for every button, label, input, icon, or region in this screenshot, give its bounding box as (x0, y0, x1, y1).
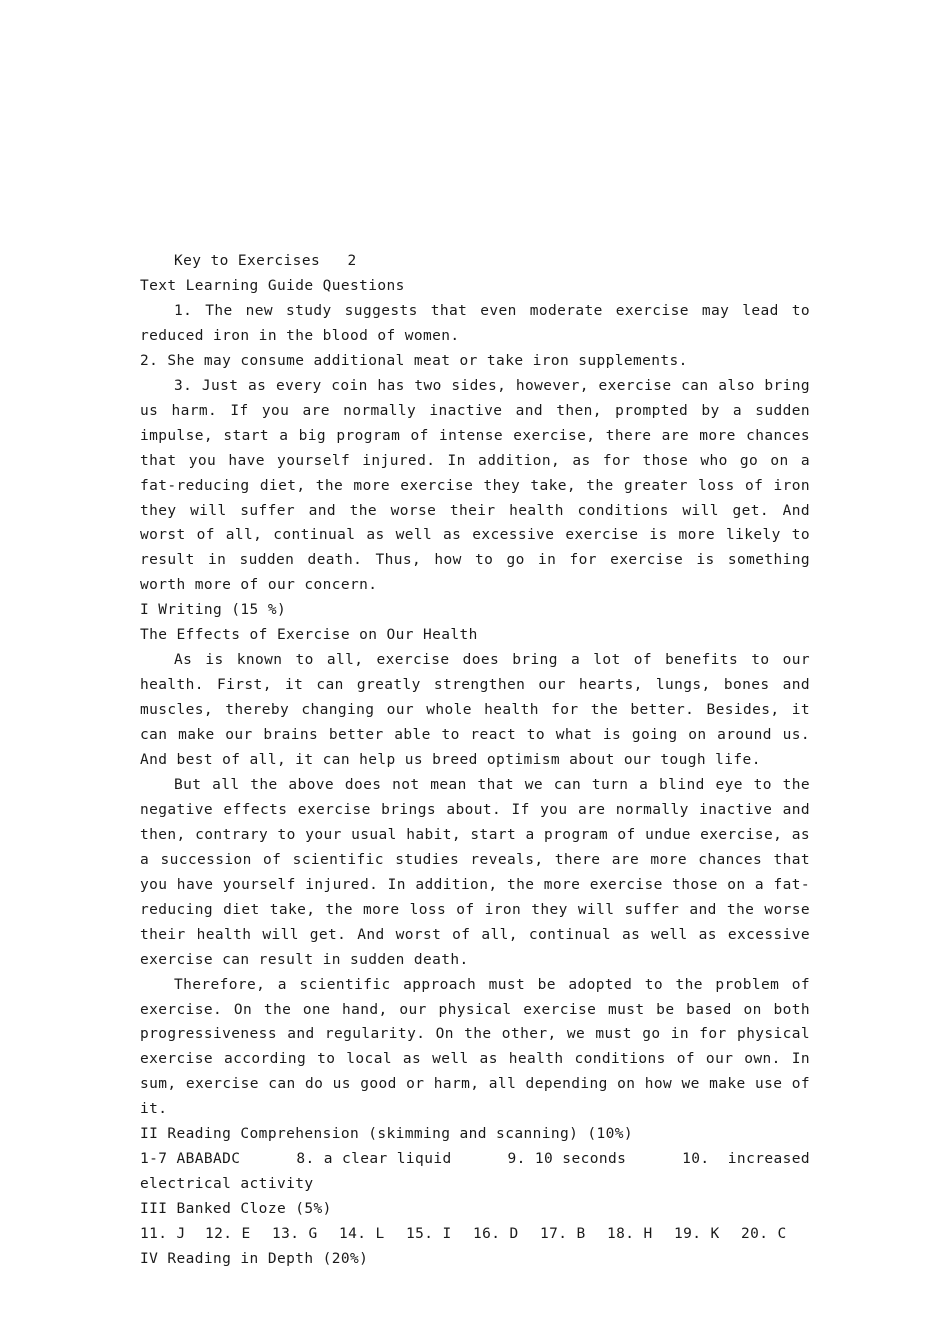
cloze-answer: 11. J (140, 1226, 186, 1243)
essay-paragraph-3: Therefore, a scientific approach must be adopted to the problem of exercise. On the one hand, our physical exercise must be based on both progressiveness and regularity. On the other, we must go in for physical exercise according to local as well as health conditions of our own. In sum, exercise can do us good or harm, all depending on how we make use of it. (140, 976, 810, 1118)
essay-paragraph-2: But all the above does not mean that we can turn a blind eye to the negative effects exercise brings about. If you are normally inactive and then, contrary to your usual habit, start a program of undue exercise, as a succession of scientific studies reveals, there are more chances that you have yourself injured. In addition, the more exercise those on a fat-reducing diet take, the more loss of iron they will suffer and the worse their health will get. And worst of all, continual as well as excessive exercise can result in sudden death. (140, 776, 810, 968)
answer-8: 8. a clear liquid (296, 1151, 452, 1168)
answer-9: 9. 10 seconds (507, 1151, 627, 1168)
writing-heading: I Writing (15 %) (140, 602, 287, 619)
question-3: 3. Just as every coin has two sides, however, exercise can also bring us harm. If you are normally inactive and then, prompted by a sudden impulse, start a big program of intense exercise, there are more chances that you have yourself injured. In addition, as for those who go on a fat-reducing diet, the more exercise they take, the greater loss of iron they will suffer and the worse their health conditions will get. And worst of all, continual as well as excessive exercise is more likely to result in sudden death. Thus, how to go in for exercise is something worth more of our concern. (140, 377, 810, 594)
answer-10-continued: electrical activity (140, 1176, 314, 1193)
answer-10: 10. increased (682, 1151, 810, 1168)
reading-comprehension-heading: II Reading Comprehension (skimming and scanning) (10%) (140, 1126, 634, 1143)
essay-title: The Effects of Exercise on Our Health (140, 627, 478, 644)
key-title: Key to Exercises 2 (174, 253, 357, 269)
banked-cloze-heading: III Banked Cloze (5%) (140, 1201, 332, 1218)
cloze-answer: 12. E (205, 1226, 251, 1243)
cloze-answer: 16. D (473, 1226, 519, 1243)
text-learning-heading: Text Learning Guide Questions (140, 277, 405, 294)
answer-1-7: 1-7 ABABADC (140, 1151, 241, 1168)
reading-comprehension-answers (140, 1147, 810, 1172)
cloze-answer: 17. B (540, 1226, 586, 1243)
question-2: 2. She may consume additional meat or take iron supplements. (140, 352, 688, 369)
cloze-answer: 19. K (674, 1226, 720, 1243)
question-1: 1. The new study suggests that even moderate exercise may lead to reduced iron in the blood of women. (140, 302, 810, 344)
cloze-answer: 20. C (741, 1226, 787, 1243)
cloze-answer: 15. I (406, 1226, 452, 1243)
banked-cloze-answers (140, 1222, 810, 1247)
cloze-answer: 13. G (272, 1226, 318, 1243)
reading-in-depth-heading: IV Reading in Depth (20%) (140, 1250, 369, 1267)
cloze-answer: 14. L (339, 1226, 385, 1243)
essay-paragraph-1: As is known to all, exercise does bring a lot of benefits to our health. First, it can greatly strengthen our hearts, lungs, bones and muscles, thereby changing our whole health for the better. Besides, it can make our brains better able to react to what is going on around us. And best of all, it can help us breed optimism about our tough life. (140, 652, 810, 768)
cloze-answer: 18. H (607, 1226, 653, 1243)
document-page (140, 249, 810, 1272)
